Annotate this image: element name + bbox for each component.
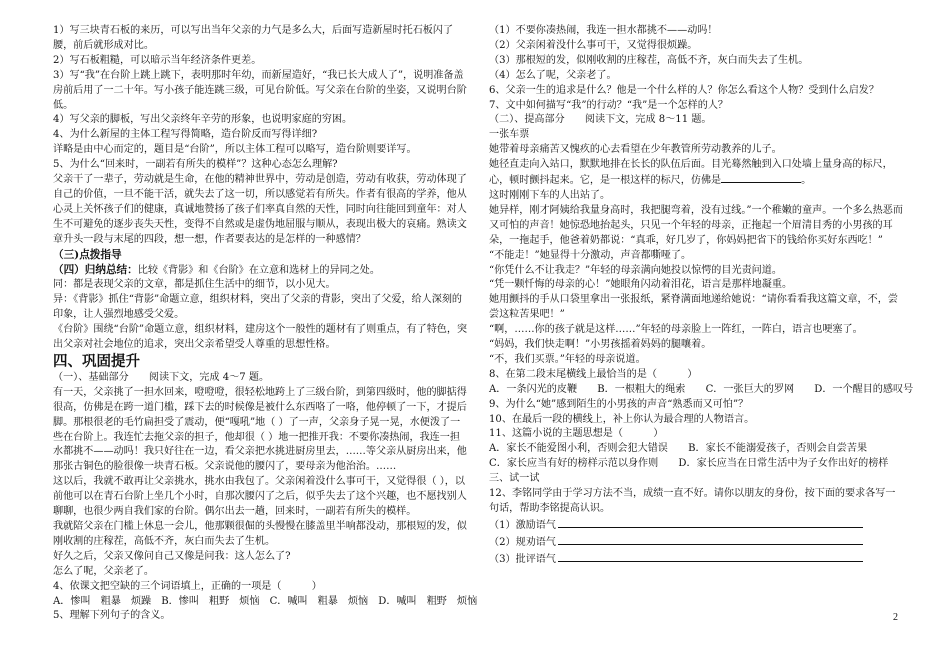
summary-line: 异：《背影》抓住“背影”命题立意，组织材料，突出了父亲的背影，突出了父爱，给人深刻的印象，让人强烈地感受父爱。 [53,294,463,321]
answer-line: 1）写三块青石板的来历，可以写出当年父亲的力气是多么大，后面写造新屋时托石板闪了腰，前后就形成对比。 [53,25,454,51]
question-7: 7、文中如何描写“我”的行动？“我”是一个怎样的人？ [489,99,729,111]
sentence-item: （1）不要你凑热闹，我连一担水都挑不——动吗！ [489,25,718,36]
summary-question: 比较《背影》和《台阶》在立意和选材上的异同之处。 [137,264,380,276]
writing-blank[interactable] [558,534,863,545]
passage-paragraph: 好久之后，父亲又像问自己又像是问我：这人怎么了? [53,550,291,562]
question-12: 12、李铭同学由于学习方法不当，成绩一直不好。请你以朋友的身份，按下面的要求各写一句话，帮助李铭提高认识。 [489,488,896,514]
story-paragraph: 她异样，刚才阿姨给我量身高时，我把腿弯着，没有过线。”一个稚嫩的童声。一个多么热恶而又可怕的声音！她惊恐地抬起头，只见一个年轻的母亲，正拖起一个眉清目秀的小男孩的耳朵，一拖起手，他爸着奶都说：“真乖，好几岁了，你妈妈把省下的钱给你买好东西吃！” [489,204,903,246]
passage-paragraph: 有一天，父亲挑了一担水回来，噔噔噔，很轻松地跨上了三级台阶，到第四级时，他的脚掂得很高，仿佛是在跨一道门槛，踩下去的时候像是被什么东西咯了一咯，他停顿了一下，才提后脚。那根很老的毛竹扁担受了震动，便“嘎吼”地（ ）了一声，父亲身子晃一晃，水便泼了一些在台阶上。我连忙去拖父亲的担子，他却很（ ）地一把推开我：不要你凑热闹，我连一担水都挑不——动吗！我只好往在一边，看父亲把水挑进厨房里去，……等父亲从厨房出来，他那张古铜色的脸很像一块青石板。父亲说他的腰闪了，要母亲为他治治。…… [53,386,467,473]
writing-label: （1）激励语气 [489,519,556,531]
writing-label: （3）批评语气 [489,553,556,565]
left-column [53,24,478,624]
answer-line: 4）写父亲的脚板，写出父亲终年辛劳的形象，也说明家庭的穷困。 [53,114,353,126]
sentence-item: （2）父亲闲着没什么事可干，又觉得很烦躁。 [489,39,698,51]
story-paragraph: “凭一颗忏悔的母亲的心！”她眼角闪动着泪花，语言是那样地凝重。 [489,279,793,291]
writing-item [489,517,905,534]
question-8: 8、在第二段末尾横线上最恰当的是（ ） [489,368,698,380]
passage-paragraph: 我就陪父亲在门槛上休息一会儿，他那颗很倔的头慢慢在膝盖里半响都没动，那根短的发，似刚收割的庄稼茬，高低不齐，灰白而失去了生机。 [53,521,467,547]
question-4-options: A．惨叫 粗暴 烦躁 B．惨叫 粗野 烦恼 C．喊叫 粗暴 烦恼 D．喊叫 粗野 烦恼 [53,595,478,607]
question-6: 6、父亲一生的追求是什么？他是一个什么样的人？你怎么看这个人物？受到什么启发？ [489,84,879,96]
question-line: 4、为什么新屋的主体工程写得简略，造台阶反而写得详细? [53,129,318,141]
question-11-option: A．家长不能爱图小利，否则会犯大错误 B．家长不能溺爱孩子，否则会自尝苦果 [489,443,868,455]
story-paragraph: “你凭什么不让我走？”年轻的母亲满向她投以惊愕的目光责问道。 [489,264,782,276]
passage-paragraph: 这以后，我就不敢再让父亲挑水，挑水由我包了。父亲闲着没什么事可干，又觉得很（ ），以前他可以在青石台阶上坐几个小时，自那次腰闪了之后，似乎失去了这个兴趣，也不愿找别人聊聊，也很少两自我们家的台阶。偶尔出去一趟，回来时，一副若有所失的模样。 [53,476,467,518]
question-5: 5、理解下列句子的含义。 [53,610,171,622]
story-paragraph: 她带着母亲痛苦又愧疚的心去看望在少年教管所劳动教养的儿子。 [489,144,782,156]
summary-line: 《台阶》围绕“台阶”命题立意，组织材料，建房这个一般性的题材有了则重点，有了特色，突出父亲对社会地位的追求，突出父亲希望受人尊重的思想性格。 [53,324,468,351]
reading-instruction: （一）、基础部分 阅读下文，完成 4～7 题。 [53,371,270,383]
writing-blank[interactable] [558,551,863,562]
summary-line: 同：都是表现父亲的文章，都是抓住生活中的细节，以小见大。 [53,279,336,291]
sentence-item: （3）那根短的发，似刚收割的庄稼茬，高低不齐，灰白而失去了生机。 [489,54,809,66]
subsection-heading: （三)点拨指导 [53,248,122,261]
answer-line: 3）写“我”在台阶上跳上跳下，表明那时年幼，而新屋造好，“我已长大成人了”，说明准备盖房前后用了一二十年。写小孩子能连跳三级，可见台阶低。写父亲在台阶的坐姿，又说明台阶低。 [53,69,467,111]
question-4: 4、依课文把空缺的三个词语填上，正确的一项是（ ） [53,580,322,592]
question-11-option: C．家长应当有好的榜样示范以身作则 D．家长应当在日常生活中为子女作出好的榜样 [489,458,889,470]
story-paragraph: “不能走！”她显得十分激动，声音都嘶哑了。 [489,249,692,261]
story-paragraph: 这时刚刚下车的人出站了。 [489,189,611,201]
question-8-options: A．一条闪光的皮鞭 B．一根粗大的绳索 C．一张巨大的罗网 D．一个醒目的感叹号 [489,383,914,395]
summary-prompt [53,263,468,279]
sentence-item: （4）怎么了呢，父亲老了。 [489,69,617,81]
answer-paragraph: 父亲干了一辈子，劳动就是生命，在他的精神世界中，劳动是创造，劳动有收获，劳动体现了自己的价值，一旦不能干活，就失去了这一切，所以感觉若有所失。作者有很高的学养，他从心灵上关怀孩子们的健康，真诚地赞扬了孩子们率真自然的天性，同时向往能回到童年：对人生不可避免的逐步丧失天性，变得不自然或是虚伪地屈服与顺从，表现出极大的哀痛。熟读文章升头一段与末尾的四段，想一想，作者要表达的是怎样的一种感情？ [53,174,467,245]
story-paragraph: “不，我们买票。”年轻的母亲说道。 [489,353,646,365]
reading-instruction: （二）、提高部分 阅读下文，完成 8～11 题。 [489,114,712,126]
question-9: 9、为什么“她”感到陌生的小男孩的声音“熟悉而又可怕”？ [489,398,749,410]
writing-item [489,551,905,568]
answer-line: 详略是由中心而定的，题目是“台阶”，所以主体工程可以略写，造台阶则要详写。 [53,144,417,156]
question-11: 11、这篇小说的主题思想是（ ） [489,428,664,440]
right-column [489,24,914,568]
story-paragraph: 她径直走向入站口，默默地排在长长的队伍后面。目光蓦然触到入口处墙上量身高的标尺，心，顿时颤抖起来。它，是一根这样的标尺，仿佛是 。 [489,159,893,187]
passage-paragraph: 怎么了呢，父亲老了。 [53,565,154,577]
subsection-heading: 三、试一试 [489,473,540,485]
story-paragraph: 她用颤抖的手从口袋里拿出一张报纸，紧脊满面地递给她说：“请你看看我这篇文章，不，尝尝这粒苦果吧！” [489,294,898,321]
question-line: 5、为什么“回来时，一副若有所失的模样”？这种心态怎么理解? [53,159,338,171]
page-number: 2 [893,612,898,623]
writing-item [489,534,905,551]
section-heading: 四、巩固提升 [53,352,140,370]
question-10: 10、在最后一段的横线上，补上你认为最合理的人物语言。 [489,413,755,425]
answer-line: 2）写石板粗糙，可以暗示当年经济条件更差。 [53,54,262,66]
answer-blank[interactable] [721,173,801,183]
writing-blank[interactable] [558,517,863,528]
story-text: 她径直走向入站口，默默地排在长长的队伍后面。目光蓦然触到入口处墙上量身高的标尺，心，顿时颤抖起来。它，是一根这样的标尺，仿佛是 [489,159,893,187]
subsection-heading: （四）归纳总结： [53,263,138,276]
story-paragraph: “妈妈，我们快走啊！”小男孩摇着妈妈的腿嚷着。 [489,339,712,351]
story-paragraph: “啊，……你的孩子就是这样……”年轻的母亲脸上一阵红，一阵白，语言也哽塞了。 [489,324,863,336]
story-title: 一张车票 [489,129,530,141]
writing-label: （2）规劝语气 [489,536,556,548]
